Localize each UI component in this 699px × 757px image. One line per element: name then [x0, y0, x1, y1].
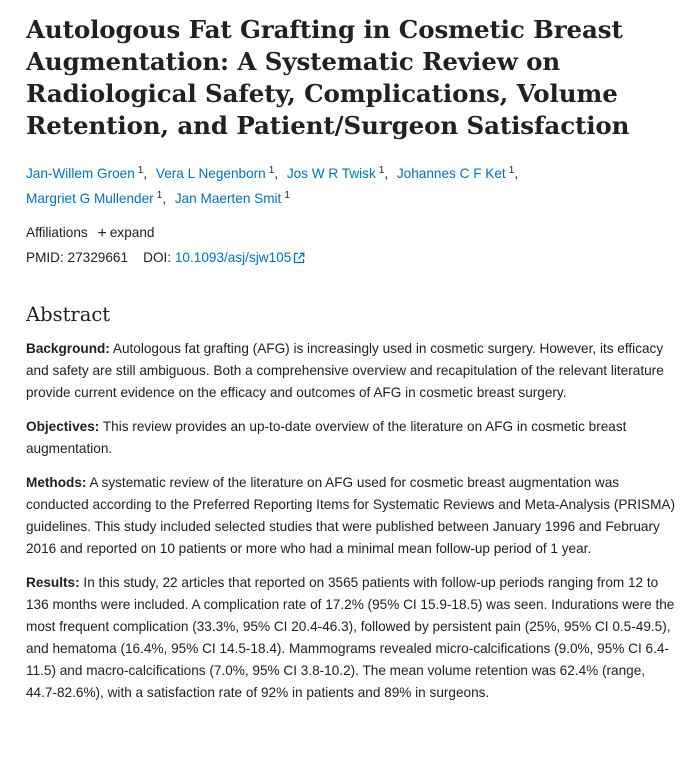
author-link[interactable]: Margriet G Mullender: [26, 191, 154, 206]
author-separator: ,: [143, 166, 148, 181]
results-label: Results:: [26, 575, 80, 590]
author: [26, 191, 162, 206]
author-separator: ,: [274, 166, 279, 181]
background-label: Background:: [26, 341, 110, 356]
author-link[interactable]: Jan Maerten Smit: [174, 191, 282, 206]
affiliation-marker[interactable]: 1: [284, 190, 290, 201]
affiliation-marker[interactable]: 1: [378, 165, 385, 176]
identifiers-row: [26, 247, 679, 271]
author-list: [26, 160, 679, 210]
author-link[interactable]: Vera L Negenborn: [155, 166, 266, 181]
abstract-background: [26, 338, 679, 404]
results-text: In this study, 22 articles that reported on 3565 patients with follow-up periods ranging from 12 to 136 months were included. A complication rate of 17.2% (95% CI 15.9-18.5) was seen. Indurations were the most frequent complication (33.3%, 95% CI 20.4-46.3), followed by persistent pain (25%, 95% CI 0.5-49.5), and hematoma (16.4%, 95% CI 14.5-18.4). Mammograms revealed micro-calcifications (9.0%, 95% CI 6.4-11.5) and macro-calcifications (7.0%, 95% CI 3.8-10.2). The mean volume retention was 62.4% (range, 44.7-82.6%), with a satisfaction rate of 92% in patients and 89% in surgeons.: [26, 575, 675, 700]
affiliations-label: Affiliations: [26, 225, 88, 240]
expand-affiliations-button[interactable]: [98, 225, 155, 240]
methods-label: Methods:: [26, 475, 87, 490]
affiliation-marker[interactable]: 1: [268, 165, 275, 176]
author-link[interactable]: Jan-Willem Groen: [26, 166, 135, 181]
author-link[interactable]: Jos W R Twisk: [286, 166, 376, 181]
doi-label: DOI:: [143, 250, 172, 265]
affiliation-marker[interactable]: 1: [156, 190, 163, 201]
objectives-text: This review provides an up-to-date overview of the literature on AFG in cosmetic breast augmentation.: [26, 419, 627, 456]
affiliation-marker[interactable]: 1: [508, 165, 515, 176]
article-title: Autologous Fat Grafting in Cosmetic Breast Augmentation: A Systematic Review on Radiological Safety, Complications, Volume Retention, and Patient/Surgeon Satisfaction: [26, 15, 630, 140]
methods-text: A systematic review of the literature on AFG used for cosmetic breast augmentation was conducted according to the Preferred Reporting Items for Systematic Reviews and Meta-Analysis (PRISMA) guidelines. This study included selected studies that were published between January 1996 and February 2016 and reported on 10 patients or more who had a minimal mean follow-up period of 1 year.: [26, 475, 675, 556]
author: [397, 166, 514, 181]
affiliations-row: [26, 222, 679, 245]
author: [26, 166, 143, 181]
author-separator: ,: [514, 166, 519, 181]
expand-label: expand: [109, 225, 155, 240]
doi-link[interactable]: [175, 250, 305, 265]
external-link-icon: [293, 249, 305, 271]
author-separator: ,: [162, 191, 167, 206]
author: [156, 166, 274, 181]
affiliation-marker[interactable]: 1: [137, 165, 144, 176]
author: [175, 191, 290, 206]
author-separator: ,: [384, 166, 389, 181]
objectives-label: Objectives:: [26, 419, 100, 434]
author-link[interactable]: Johannes C F Ket: [396, 166, 506, 181]
pmid-label: PMID:: [26, 250, 64, 265]
abstract-objectives: [26, 416, 679, 460]
abstract-heading: Abstract: [26, 303, 111, 326]
background-text: Autologous fat grafting (AFG) is increasingly used in cosmetic surgery. However, its efficacy and safety are still ambiguous. Both a comprehensive overview and recapitulation of the relevant literature provide current evidence on the efficacy and outcomes of AFG in cosmetic breast surgery.: [26, 341, 664, 400]
plus-icon: +: [97, 225, 107, 242]
doi-value: 10.1093/asj/sjw105: [174, 250, 292, 265]
pmid-value: 27329661: [67, 250, 129, 265]
abstract-methods: [26, 472, 679, 560]
author: [287, 166, 384, 181]
abstract-results: [26, 572, 679, 704]
